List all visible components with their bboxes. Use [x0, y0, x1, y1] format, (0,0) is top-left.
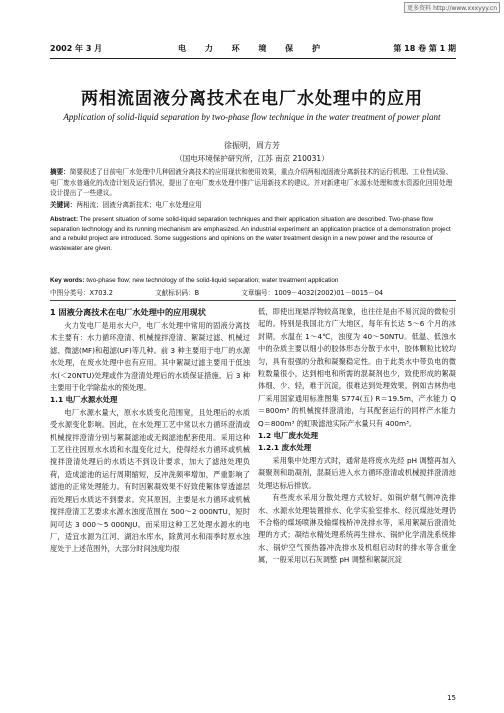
section-1-heading: 1 固液分离技术在电厂水处理中的应用现状 [50, 307, 206, 317]
running-header [50, 43, 456, 57]
page-number: 15 [447, 694, 456, 702]
subsection-1-2-1-heading: 1.2.1 废水处理 [258, 443, 312, 453]
article-number: 文章编号：1009－4032(2002)01－0015－04 [241, 289, 384, 297]
authors: 徐振明，周方芳 [224, 141, 280, 150]
abstract-en-label: Abstract: [50, 216, 79, 223]
paragraph: 有些废水采用分散处理方式较好。如锅炉烟气侧冲洗排水、水源水处理装置排水、化学实验室排水、经沉煤池处理仍不合格的煤场喷淋及输煤栈桥冲洗排水等，采用絮凝后澄清处理的方式；凝结水精处理系统再生排水、锅炉化学清洗系统排水、锅炉空气预热器冲洗排水及机组启动时的排水等含重金属，一般采用以石灰调整 pH 调整和絮凝沉淀 [258, 493, 456, 565]
keywords-cn-text: 两相流；固液分离新技术；电厂水处理应用 [76, 201, 202, 209]
keywords-en-text: two-phase flow; new technology of the solid-liquid separation; water treatment application [86, 277, 339, 284]
subsection-1-1-heading: 1.1 电厂水源水处理 [50, 395, 118, 405]
article-title: 两相流固液分离技术在电厂水处理中的应用 [81, 89, 423, 109]
document-code: 文献标识码：B [155, 289, 200, 297]
abstract-cn-label: 摘要： [50, 168, 70, 176]
abstract-cn [50, 167, 456, 199]
watermark-stamp: 更多资料 http://www.xxxyyy.cn [404, 2, 500, 13]
classification-line [50, 288, 456, 299]
paragraph: 电厂水源水量大，原水水质变化范围宽，且处理后的水质受水源变化影响。因此，在水处理工艺中常以水力循环澄清或机械搅拌澄清分别与絮凝滤池或无阀滤池配套使用。采用这种工艺往往因原水水质和水温变化过大，使得经水力循环或机械搅拌澄清处理后的水质达不到设计要求，加大了滤池处理负荷，造成滤池的运行周期缩短，反冲洗频率增加，严重影响了滤池的正常处理能力。有时因絮凝效果不好致使絮体穿透滤层而处理后水质达不到要求。究其原因，主要是水力循环或机械搅拌澄清工艺要求水源水浊度范围在 500～2 000NTU，短时间可达 3 000～5 000NJU。而采用这种工艺处理水源水的电厂，适宜水源为江河、湖泊水库水，除黄河水和雨季时原水浊度处于上述范围外，大部分时间浊度均很 [50, 407, 250, 554]
abstract-en-text: The present situation of some solid-liquid separation techniques and their application situation are described. Two-phase flow separation technology and its running mechanism are emphasized. An industrial experiment an application practice of a demonstration project and a rebuild project are introduced. Some suggestions and opinions on the water treatment design in a new power and the resource of wastewater are given. [50, 216, 451, 252]
keywords-cn-label: 关键词： [50, 201, 77, 209]
affiliation: （国电环境保护研究所，江苏 南京 210031） [175, 154, 329, 163]
header-journal: 电 力 环 境 保 护 [178, 44, 328, 53]
abstract-cn-text: 简要叙述了目前电厂水处理中几种固液分离技术的应用现状和使用效果，重点介绍两相流固液分离新技术的运行机理、工业性试验、电厂废水普通化的改造计划及运行情况，提出了在电厂废水处理中推广运用新技术的建议。并对新建电厂水源水处理和废水资源化回用处理设计提出了一些建议。 [50, 168, 453, 197]
clc-number: 中图分类号：X703.2 [50, 289, 113, 297]
header-volume: 第 18 卷 第 1 期 [393, 44, 456, 53]
right-column [258, 306, 456, 567]
keywords-en-label: Key words: [50, 277, 85, 284]
abstract-en [50, 215, 456, 253]
left-column [50, 306, 250, 556]
keywords-cn [50, 200, 456, 211]
keywords-en [50, 276, 456, 287]
abstract-rule [50, 300, 456, 301]
header-date: 2002 年 3 月 [50, 44, 103, 53]
paragraph: 火力发电厂是用水大户，电厂水处理中常用的固液分离技术主要有：水力循环澄清、机械搅拌澄清、絮凝过滤、机械过滤、微滤(MF)和超滤(UF)等几种。前 3 种主要用于电厂的水源水处理，在废水处理中也有应用。其中絮凝过滤主要用于低浊水(＜20NTU)处理或作为澄清处理后的水质保证措施。后 3 种主要用于化学除盐水的预处理。 [50, 321, 250, 393]
english-title: Application of solid-liquid separation by two-phase flow technique in the water treatment of power plant [63, 112, 441, 122]
paragraph: 低，即使出现悬浮物较高现象，也往往是由不易沉淀的微粒引起的。特别是我国北方广大地区，每年有长达 5～6 个月的冰封期，水温在 1～4℃，浊度为 40～50NTU。低温、低浊水中的杂质主要以细小的胶体形态分散于水中，胶体颗粒比较均匀，具有很强的分散和凝聚稳定性。由于此类水中带负电的微粒数量很小，达到相电和所需的混凝剂也少，致使形成的絮凝体细、少、轻，难于沉淀，很难达到处理效果。例如吉林热电厂采用国家通用标准图集 S774(五) R＝19.5m，产水能力 Q＝800m³ 的机械搅拌澄清池，与其配套运行的同样产水能力 Q＝800m³ 的虹吸滤池实际产水量只有 400m³。 [258, 307, 456, 428]
paragraph: 采用集中处理方式时，通常是将废水先经 pH 调整再加入凝聚剂和助凝剂，混凝后进入水力循环澄清或机械搅拌澄清池处理达标后排放。 [258, 455, 456, 490]
subsection-1-2-heading: 1.2 电厂废水处理 [258, 431, 319, 441]
header-rule [50, 58, 456, 59]
